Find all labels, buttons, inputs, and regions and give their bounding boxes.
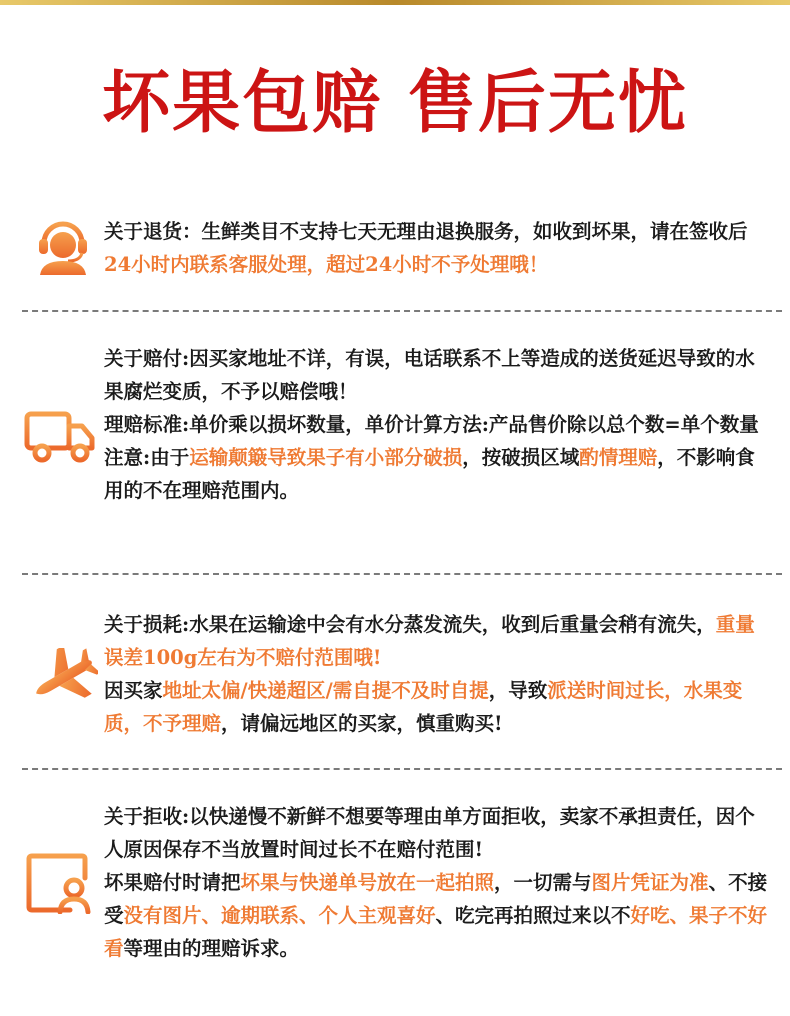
- highlight-text: 坏果与快递单号放在一起拍照: [240, 871, 495, 894]
- highlight-text: 图片凭证为准: [591, 871, 709, 894]
- text-run: 、不接受: [104, 871, 768, 927]
- dashed-divider: [22, 573, 782, 575]
- highlight-text: 24小时内联系客服处理，超过24小时不予处理哦！: [104, 253, 549, 276]
- text-run: 、吃完再拍照过来以不: [435, 904, 631, 927]
- paragraph: [104, 215, 772, 281]
- returns-text: [104, 215, 772, 281]
- highlight-text: 派送时间过长，水果变质，不予理赔: [104, 679, 743, 735]
- delivery-truck-icon: [24, 408, 96, 466]
- top-gold-bar: [0, 0, 790, 5]
- dashed-divider: [22, 310, 782, 312]
- paragraph: [104, 408, 772, 441]
- text-run: 坏果赔付时请把: [104, 871, 241, 894]
- paragraph: [104, 800, 772, 866]
- airplane-icon: [28, 648, 98, 708]
- paragraph: [104, 866, 772, 965]
- text-run: 关于退货：生鲜类目不支持七天无理由退换服务，如收到坏果，请在签收后: [104, 220, 748, 243]
- text-run: ，按破损区域: [462, 446, 580, 469]
- text-run: ，不影响食用的不在理赔范围内。: [104, 446, 755, 502]
- dashed-divider: [22, 768, 782, 770]
- text-run: 关于拒收:以快递慢不新鲜不想要等理由单方面拒收，卖家不承担责任，因个人原因保存不当放置时间过长不在赔付范围!: [104, 805, 755, 861]
- text-run: ，一切需与: [494, 871, 592, 894]
- customer-service-icon: [32, 217, 94, 275]
- compensation-text: [104, 342, 772, 507]
- highlight-text: 酌情理赔: [579, 446, 658, 469]
- loss-text: [104, 608, 772, 740]
- text-run: 关于赔付:因买家地址不详，有误，电话联系不上等造成的送货延迟导致的水果腐烂变质，不予以赔偿哦！: [104, 347, 755, 403]
- text-run: 理赔标准:单价乘以损坏数量，单价计算方法:产品售价除以总个数=单个数量: [104, 413, 759, 436]
- page-title: 坏果包赔 售后无忧: [102, 63, 688, 143]
- paragraph: [104, 608, 772, 674]
- highlight-text: 运输颠簸导致果子有小部分破损: [189, 446, 463, 469]
- highlight-text: 重量误差100g左右为不赔付范围哦!: [104, 613, 755, 669]
- paragraph: [104, 342, 772, 408]
- text-run: 因买家: [104, 679, 163, 702]
- paragraph: [104, 674, 772, 740]
- highlight-text: 地址太偏/快递超区/需自提不及时自提: [162, 679, 489, 702]
- highlight-text: 好吃、果子不好看: [104, 904, 768, 960]
- text-run: ，请偏远地区的买家，慎重购买!: [221, 712, 503, 735]
- paragraph: [104, 441, 772, 507]
- text-run: 关于损耗:水果在运输途中会有水分蒸发流失，收到后重量会稍有流失，: [104, 613, 716, 636]
- text-run: ，导致: [488, 679, 548, 702]
- id-card-icon: [26, 852, 92, 914]
- highlight-text: 没有图片、逾期联系、个人主观喜好: [123, 904, 436, 927]
- text-run: 注意:由于: [104, 446, 190, 469]
- text-run: 等理由的理赔诉求。: [123, 937, 300, 960]
- rejection-text: [104, 800, 772, 965]
